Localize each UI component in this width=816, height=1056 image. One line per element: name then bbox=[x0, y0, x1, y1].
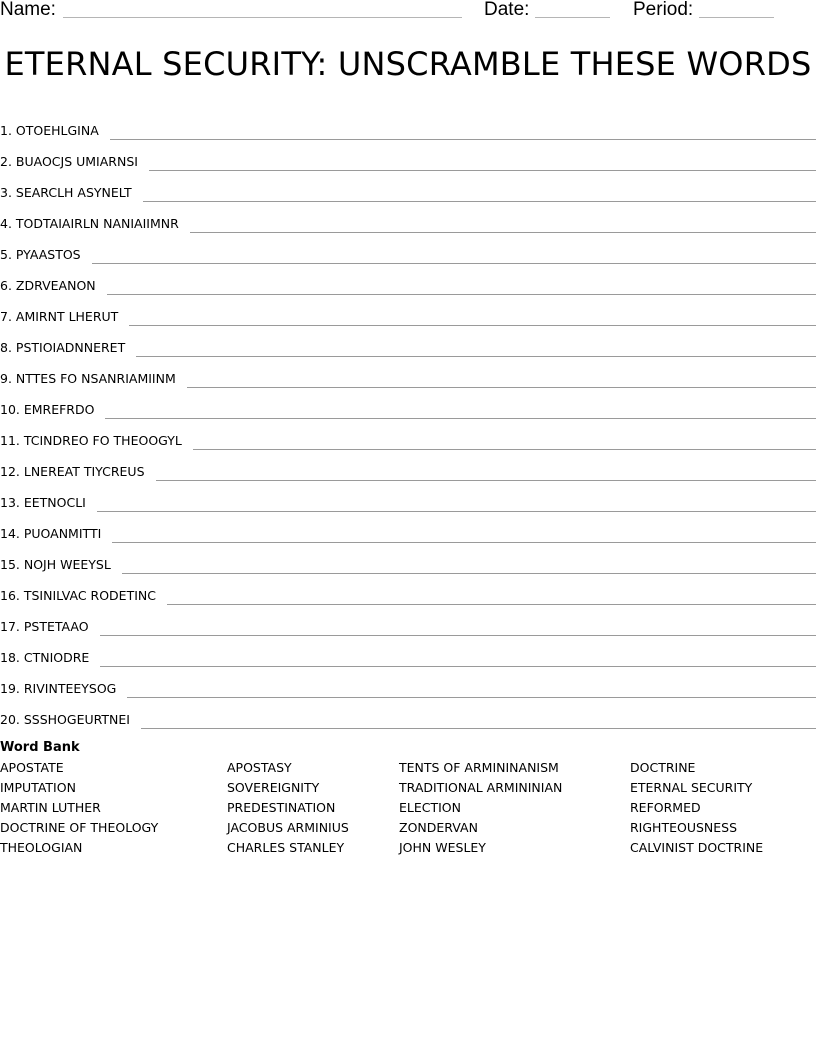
scrambled-word: 6. ZDRVEANON bbox=[0, 278, 96, 293]
word-bank-entry: THEOLOGIAN bbox=[0, 840, 83, 855]
answer-line[interactable] bbox=[149, 170, 816, 171]
answer-line[interactable] bbox=[107, 294, 816, 295]
question-row bbox=[0, 574, 816, 605]
scrambled-word: 16. TSINILVAC RODETINC bbox=[0, 588, 156, 603]
answer-line[interactable] bbox=[141, 728, 816, 729]
scrambled-word: 15. NOJH WEEYSL bbox=[0, 557, 111, 572]
scrambled-word: 4. TODTAIAIRLN NANIAIIMNR bbox=[0, 216, 179, 231]
student-info-header bbox=[0, 0, 816, 22]
question-row bbox=[0, 264, 816, 295]
scrambled-word: 12. LNEREAT TIYCREUS bbox=[0, 464, 145, 479]
word-bank-entry: JOHN WESLEY bbox=[399, 840, 486, 855]
scrambled-word: 1. OTOEHLGINA bbox=[0, 123, 99, 138]
word-bank-entry: APOSTASY bbox=[227, 760, 292, 775]
word-bank-entry: SOVEREIGNITY bbox=[227, 780, 320, 795]
word-bank-entry: MARTIN LUTHER bbox=[0, 800, 101, 815]
name-label: Name: bbox=[0, 0, 56, 20]
scrambled-word: 7. AMIRNT LHERUT bbox=[0, 309, 119, 324]
word-bank-entry: REFORMED bbox=[630, 800, 701, 815]
scrambled-word: 3. SEARCLH ASYNELT bbox=[0, 185, 132, 200]
question-row bbox=[0, 295, 816, 326]
scrambled-word: 20. SSSHOGEURTNEI bbox=[0, 712, 130, 727]
word-bank-entry: DOCTRINE bbox=[630, 760, 696, 775]
period-field[interactable] bbox=[699, 17, 774, 18]
word-bank-row bbox=[0, 839, 816, 859]
answer-line[interactable] bbox=[136, 356, 816, 357]
scrambled-word: 2. BUAOCJS UMIARNSI bbox=[0, 154, 138, 169]
question-row bbox=[0, 636, 816, 667]
answer-line[interactable] bbox=[122, 573, 816, 574]
question-row bbox=[0, 450, 816, 481]
answer-line[interactable] bbox=[156, 480, 816, 481]
question-row bbox=[0, 109, 816, 140]
question-row bbox=[0, 543, 816, 574]
name-field[interactable] bbox=[63, 17, 462, 18]
scrambled-word: 17. PSTETAAO bbox=[0, 619, 89, 634]
word-bank-entry: CHARLES STANLEY bbox=[227, 840, 345, 855]
word-bank-entry: TENTS OF ARMININANISM bbox=[399, 760, 559, 775]
word-bank-entry: JACOBUS ARMINIUS bbox=[227, 820, 349, 835]
answer-line[interactable] bbox=[92, 263, 816, 264]
question-row bbox=[0, 698, 816, 729]
word-bank-entry: ELECTION bbox=[399, 800, 461, 815]
answer-line[interactable] bbox=[167, 604, 816, 605]
word-bank-entry: APOSTATE bbox=[0, 760, 64, 775]
word-bank-entry: ZONDERVAN bbox=[399, 820, 478, 835]
scrambled-word: 9. NTTES FO NSANRIAMIINM bbox=[0, 371, 176, 386]
question-row bbox=[0, 512, 816, 543]
answer-line[interactable] bbox=[187, 387, 816, 388]
date-field[interactable] bbox=[535, 17, 610, 18]
answer-line[interactable] bbox=[110, 139, 816, 140]
word-bank-entry: PREDESTINATION bbox=[227, 800, 336, 815]
question-row bbox=[0, 419, 816, 450]
scrambled-word: 18. CTNIODRE bbox=[0, 650, 90, 665]
question-row bbox=[0, 357, 816, 388]
question-row bbox=[0, 202, 816, 233]
word-bank bbox=[0, 759, 816, 859]
word-bank-row bbox=[0, 819, 816, 839]
question-row bbox=[0, 667, 816, 698]
answer-line[interactable] bbox=[100, 635, 816, 636]
date-label: Date: bbox=[484, 0, 530, 20]
word-bank-entry: RIGHTEOUSNESS bbox=[630, 820, 738, 835]
scrambled-word: 10. EMREFRDO bbox=[0, 402, 95, 417]
scrambled-word: 19. RIVINTEEYSOG bbox=[0, 681, 117, 696]
scrambled-word: 14. PUOANMITTI bbox=[0, 526, 102, 541]
answer-line[interactable] bbox=[129, 325, 816, 326]
scrambled-word: 8. PSTIOIADNNERET bbox=[0, 340, 126, 355]
question-row bbox=[0, 605, 816, 636]
period-label: Period: bbox=[633, 0, 694, 20]
word-bank-entry: DOCTRINE OF THEOLOGY bbox=[0, 820, 159, 835]
question-row bbox=[0, 233, 816, 264]
word-bank-title: Word Bank bbox=[0, 740, 80, 755]
question-row bbox=[0, 326, 816, 357]
question-row bbox=[0, 388, 816, 419]
scrambled-word: 13. EETNOCLI bbox=[0, 495, 86, 510]
answer-line[interactable] bbox=[190, 232, 816, 233]
word-bank-row bbox=[0, 759, 816, 779]
word-bank-entry: TRADITIONAL ARMININIAN bbox=[399, 780, 563, 795]
scrambled-word: 11. TCINDREO FO THEOOGYL bbox=[0, 433, 182, 448]
question-row bbox=[0, 140, 816, 171]
question-row bbox=[0, 171, 816, 202]
answer-line[interactable] bbox=[193, 449, 816, 450]
question-list bbox=[0, 109, 816, 729]
word-bank-entry: ETERNAL SECURITY bbox=[630, 780, 753, 795]
answer-line[interactable] bbox=[105, 418, 816, 419]
word-bank-entry: IMPUTATION bbox=[0, 780, 76, 795]
word-bank-row bbox=[0, 779, 816, 799]
answer-line[interactable] bbox=[127, 697, 816, 698]
word-bank-entry: CALVINIST DOCTRINE bbox=[630, 840, 764, 855]
answer-line[interactable] bbox=[97, 511, 816, 512]
answer-line[interactable] bbox=[143, 201, 816, 202]
question-row bbox=[0, 481, 816, 512]
page-title: ETERNAL SECURITY: UNSCRAMBLE THESE WORDS bbox=[4, 45, 812, 83]
word-bank-row bbox=[0, 799, 816, 819]
answer-line[interactable] bbox=[100, 666, 816, 667]
scrambled-word: 5. PYAASTOS bbox=[0, 247, 81, 262]
answer-line[interactable] bbox=[112, 542, 816, 543]
